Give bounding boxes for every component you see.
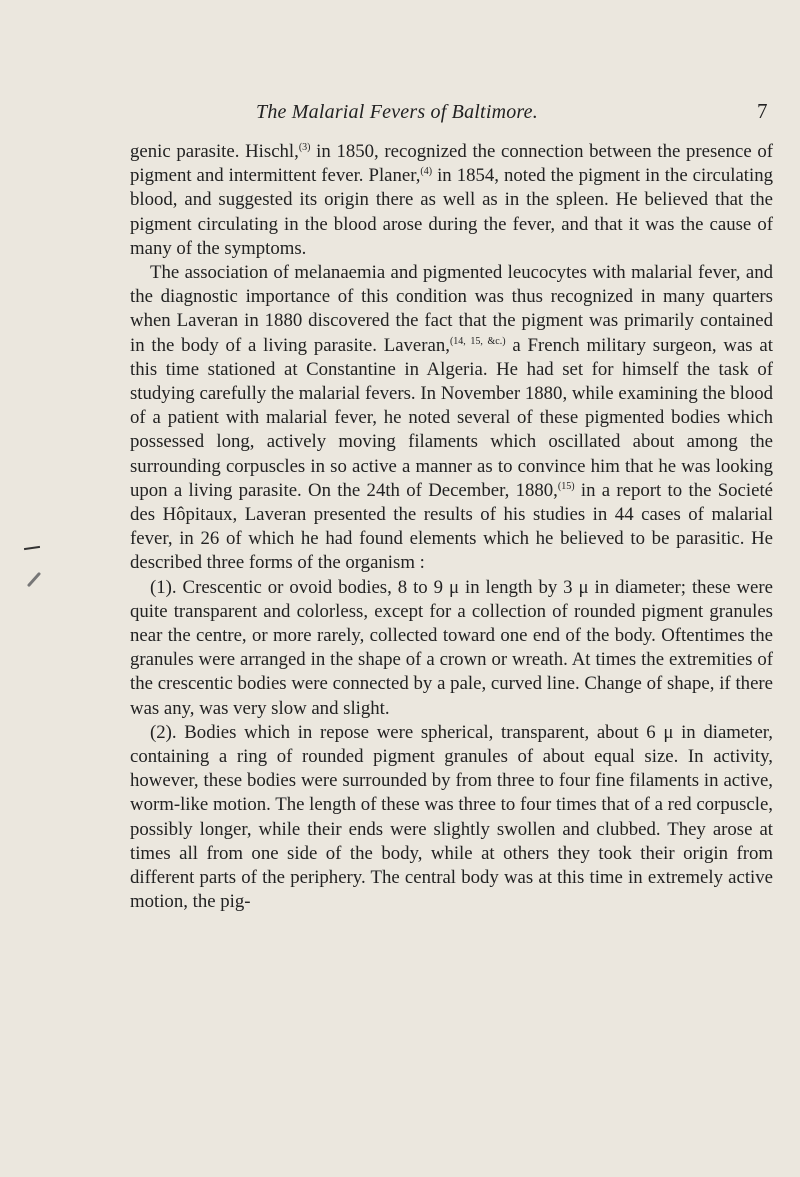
citation-reference: (4): [420, 166, 433, 178]
citation-reference: (3): [298, 142, 311, 153]
text-segment: in 1850, recognized the connection between the presence of pigment and intermittent fever. Planer,: [130, 141, 773, 187]
paragraph: [130, 721, 773, 915]
text-segment: genic parasite. Hischl,: [130, 141, 299, 162]
paragraph: [130, 140, 773, 261]
page-number: 7: [757, 99, 768, 123]
text-segment: (2). Bodies which in repose were spherical, transparent, about 6 μ in diameter, containing a ring of rounded pigment granules of about equal size. In activity, however, these bodies were surrounded by from three to four fine filaments in active, worm-like motion. The length of these was three to four times that of a red corpuscle, possibly longer, while their ends were slightly swollen and clubbed. They arose at times all from one side of the body, while at others they took their origin from different parts of the periphery. The central body was at this time in extremely active motion, the pig-: [130, 721, 773, 913]
text-segment: (1). Crescentic or ovoid bodies, 8 to 9 μ in length by 3 μ in diameter; these were quite transparent and colorless, except for a collection of rounded pigment granules near the centre, or more rarely, collected toward one end of the body. Oftentimes the granules were arranged in the shape of a crown or wreath. At times the extremities of the crescentic bodies were connected by a pale, curved line. Change of shape, if there was any, was very slow and slight.: [130, 576, 773, 719]
citation-reference: (14, 15, &c.): [449, 335, 506, 347]
text-segment: a French military surgeon, was at this time stationed at Constantine in Algeria. He had set for himself the task of studying carefully the malarial fevers. In November 1880, while examining the blood of a patient with malarial fever, he noted several of these pigmented bodies which possessed long, actively moving filaments which oscillated about among the surrounding corpuscles in so active a manner as to convince him that he was looking upon a living parasite. On the 24th of December, 1880,: [130, 334, 773, 501]
citation-reference: (15): [557, 480, 575, 492]
margin-mark: [24, 546, 40, 550]
text-segment: The association of melanaemia and pigmented leucocytes with malarial fever, and the diagnostic importance of this condition was thus recognized in many quarters when Laveran in 1880 discovered the fact that the pigment was primarily contained in the body of a living parasite. Laveran,: [130, 262, 773, 356]
text-segment: in 1854, noted the pigment in the circulating blood, and suggested its origin there as well as in the spleen. He believed that the pigment circulating in the blood arose during the fever, and that it was the cause of many of the symptoms.: [130, 165, 773, 259]
paragraph: [130, 576, 773, 721]
paragraph: [130, 261, 773, 576]
running-head-title: The Malarial Fevers of Baltimore.: [256, 101, 538, 123]
text-segment: in a report to the Societé des Hôpitaux, Laveran presented the results of his studies in 44 cases of malarial fever, in 26 of which he had found elements which he believed to be parasitic. He described three forms of the organism :: [130, 479, 774, 574]
margin-pencil-mark: [27, 572, 41, 587]
body-text: [130, 140, 773, 915]
